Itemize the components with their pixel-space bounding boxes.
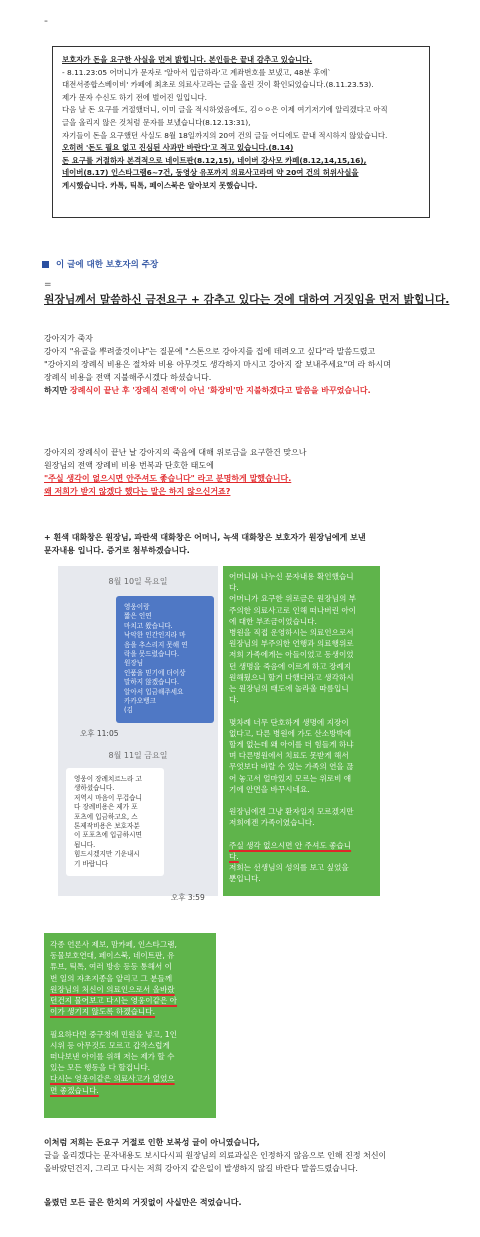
message-line: [50, 1017, 210, 1028]
message-line: 어 놓고서 얼마있지 모르는 위로비 얘: [229, 773, 352, 783]
paragraph-3: [44, 531, 366, 557]
bubble-line: 힘드시겠지만 기운내시: [74, 850, 140, 859]
underlined-message-line: 이가 생기지 않도록 하겠습니다.: [50, 1007, 156, 1017]
bubble-line: 톤제작비용은 보호자분: [74, 822, 140, 831]
underlined-message-line: 다.: [229, 852, 239, 862]
bubble-line: 기 바랍니다: [74, 859, 108, 868]
message-line: 떠나보낸 아이를 위해 저는 제가 할 수: [50, 1052, 175, 1062]
text-line: 이처럼 저희는 돈요구 거절로 인한 보복성 글이 아니였습니다,: [44, 1138, 260, 1147]
bubble-line: (김: [124, 706, 133, 715]
bubble-line: 생하셨습니다.: [74, 784, 115, 793]
message-line: 원장님에겐 그냥 환자일지 모르겠지만: [229, 807, 354, 817]
notice-line: 다음 날 돈 요구를 거절했더니, 이미 글을 적시하였음에도, 김ㅇㅇ은 이제 여기저기에 알리겠다고 아직: [62, 105, 388, 115]
bubble-line: 카카오뱅크: [124, 697, 156, 706]
message-line: 원해뒀으니 할거 다했다라고 생각하시: [229, 672, 354, 682]
closing-statement: 올렸던 모든 글은 한치의 거짓없이 사실만은 적었습니다.: [44, 1198, 242, 1207]
message-line: 어머니와 나누신 문자내용 확인했습니: [229, 572, 354, 581]
bubble-line: 낙악한 인간인지라 마: [124, 631, 186, 640]
bubble-line: 포츠에 입금하고요, 스: [74, 812, 138, 821]
message-line: 에 대한 부조금이었습니다.: [229, 616, 317, 626]
green-message-box: [223, 566, 380, 896]
message-line: 저희 가족에게는 아들이었고 동생이었: [229, 650, 354, 660]
message-line: [229, 829, 374, 840]
bubble-line: 영웅이 장례치르느라 고: [74, 775, 142, 783]
paragraph-1: [44, 332, 391, 397]
text-line: 글을 올리겠다는 문자내용도 보시다시피 원장님의 의료과실은 인정하지 않음으로 인해 진정 처신이: [44, 1151, 387, 1160]
notice-line: 대전서종합스베이비' 카페에 최초로 의료사고라는 글을 올린 것이 확인되었습니다.(8.11.23.53).: [62, 80, 374, 90]
text-line: [44, 384, 391, 397]
section-title-text: 이 글에 대한 보호자의 주장: [56, 260, 159, 270]
chat-time: 오후 11:05: [80, 729, 119, 738]
message-line: 며 다른병원에서 치료도 못받게 해서: [229, 751, 349, 761]
message-line: 뿐입니다.: [229, 874, 261, 884]
message-line: 시위 등 아무것도 모르고 갑작스럽게: [50, 1040, 170, 1050]
underlined-message-line: 원장님의 처신이 의료인으로서 올바랐: [50, 984, 175, 994]
highlight-line: 왜 저희가 받지 않겠다 했다는 말은 하지 않으신거죠?: [44, 487, 231, 496]
headline: 원장님께서 말씀하신 금전요구 + 감추고 있다는 것에 대하여 거짓임을 먼저 밝힙니다.: [44, 293, 450, 306]
bubble-line: 영웅이랑: [124, 603, 150, 611]
closing-paragraph: [44, 1136, 386, 1175]
bubble-line: 짧은 인연: [124, 612, 152, 621]
message-line: 저희에겐 가족이였습니다.: [229, 818, 315, 828]
chat-date: 8월 10일 목요일: [108, 577, 168, 586]
message-line: 번 일의 자초지종을 알리고 그 분들께: [50, 973, 173, 983]
bubble-line: 말하지 않겠습니다.: [124, 678, 180, 687]
bubble-line: 알아서 입금해주세요: [124, 687, 184, 696]
message-line: 어머니가 요구한 위로금은 원장님의 부: [229, 594, 357, 604]
message-line: 없다고, 다른 병원에 가도 산소방박에: [229, 728, 352, 738]
bubble-line: 락을 못드렸습니다.: [124, 650, 180, 659]
text-line: 강아지 "유골을 뿌려줄것이냐"는 질문에 "스톤으로 강아지를 집에 데려오고 싶다"라 말씀드렸고: [44, 347, 376, 356]
top-dash: -: [44, 14, 48, 27]
highlight-text: 장례식이 끝난 후 '장례식 전액'이 아닌 '화장비'만 지불하겠다고 말씀을 바꾸었습니다.: [69, 386, 371, 395]
underlined-message-line: 다시는 영웅이같은 의료사고가 없었으: [50, 1074, 175, 1084]
equals-mark: =: [44, 280, 52, 290]
chat-date: 8월 11일 금요일: [108, 751, 168, 760]
notice-box: [52, 46, 430, 218]
bubble-line: 됩니다.: [74, 840, 96, 849]
bubble-line: 마치고 왔습니다.: [124, 621, 173, 630]
message-line: 는 원장님의 태도에 놀라울 따름입니: [229, 684, 349, 694]
message-line: 저희는 선생님의 성의를 보고 싶었을: [229, 863, 349, 873]
text-line: 강아지의 장례식이 끝난 날 강아지의 죽음에 대해 위로금을 요구한건 맞으나: [44, 448, 307, 457]
bubble-line: 원장님: [124, 659, 144, 668]
text-prefix: 하지만: [44, 386, 70, 395]
notice-line: 자기들이 돈을 요구했던 사실도 8월 18일까지의 20여 건의 글들 어디에도 끝내 적시하지 않았습니다.: [62, 130, 388, 140]
text-line: 문자내용 입니다. 증거로 첨부하겠습니다.: [44, 546, 190, 555]
message-line: 몇차례 너무 단호하게 생명에 지장이: [229, 717, 349, 727]
message-line: 할게 없는데 왜 아이를 더 힘들게 하냐: [229, 740, 354, 750]
message-line: 다.: [229, 695, 239, 705]
notice-line: 네이버(8.17) 인스타그램6~7건, 동영상 유포까지 의료사고라며 약 20여 건의 허위사실을: [62, 168, 359, 178]
underlined-message-line: 주실 생각 없으시면 안 주셔도 좋습니: [229, 840, 352, 850]
text-line: 장례식 비용을 전액 지불해주시겠다 하셨습니다.: [44, 373, 212, 382]
chat-time: 오후 3:59: [171, 893, 205, 902]
message-line: 동물보호연대, 페이스북, 네이트판, 유: [50, 951, 175, 961]
text-line: 강아지가 죽자: [44, 334, 93, 343]
message-line: 기에 안면을 바꾸시네요.: [229, 784, 310, 794]
message-line: 다.: [229, 583, 239, 593]
bubble-line: 음을 추스리지 못해 연: [124, 640, 188, 649]
notice-line: 오히려 '돈도 필요 없고 진심된 사과만 바란다'고 적고 있습니다.(8.14): [62, 143, 294, 153]
message-line: 있는 모든 행동을 다 할겁니다.: [50, 1063, 151, 1073]
message-line: 각종 언론사 제보, 맘카페, 인스타그램,: [50, 940, 177, 949]
text-line: 올바랐던건지, 그리고 다시는 저희 강아지 같은일이 발생하지 않길 바란다 말씀드렸습니다.: [44, 1164, 358, 1173]
notice-line: 제가 문자 수신도 하기 전에 벌어진 일입니다.: [62, 92, 207, 102]
message-line: [229, 705, 374, 716]
notice-line: 게시했습니다. 카톡, 틱톡, 페이스북은 알아보지 못했습니다.: [62, 180, 258, 190]
chat-screenshot: [58, 566, 218, 902]
message-line: 병원을 직접 운영하시는 의료인으로서: [229, 628, 354, 638]
paragraph-2: [44, 446, 306, 498]
message-line: [229, 795, 374, 806]
bubble-line: 다 장례비용은 제가 포: [74, 803, 138, 812]
text-line: "강아지의 장례식 비용은 절차와 비용 아무것도 생각하지 마시고 강아지 잘 보내주세요"며 라 하시며: [44, 360, 391, 369]
underlined-message-line: 면 좋겠습니다.: [50, 1085, 99, 1095]
message-line: 주의한 의료사고로 인해 떠나버린 아이: [229, 605, 357, 615]
text-line: + 흰색 대화창은 원장님, 파란색 대화창은 어머니, 녹색 대화창은 보호자가 원장님에게 보낸: [44, 533, 366, 542]
message-line: 던 생명을 죽음에 이르게 하고 장례지: [229, 661, 352, 671]
blue-chat-bubble: [116, 596, 214, 723]
message-line: 원장님의 부주의한 언행과 의료행위로: [229, 639, 354, 649]
white-chat-bubble: [66, 768, 164, 876]
notice-line: - 8.11.23:05 어머니가 문자로 '알아서 입금하라'고 계좌번호를 보냈고, 48분 후에`: [62, 67, 332, 77]
message-line: 튜브, 틱톡, 여러 방송 등등 통해서 이: [50, 962, 173, 972]
underlined-message-line: 던건지 물어보고 다시는 영웅이같은 아: [50, 996, 178, 1006]
notice-line: 돈 요구를 거절하자 본격적으로 네이트판(8.12,15), 네이버 강사모 카페(8.12,14,15,16),: [62, 155, 367, 165]
square-bullet-icon: [42, 261, 49, 268]
text-line: 원장님의 전액 장례비 비용 번복과 단호한 태도에: [44, 461, 214, 470]
bubble-line: 인품을 믿기에 더이상: [124, 668, 186, 677]
message-line: 무엇보다 바랄 수 있는 가족의 연을 끊: [229, 762, 354, 772]
section-title: [42, 258, 158, 270]
green-message-box: [44, 933, 216, 1118]
notice-line: 글을 올리지 않은 것처럼 문자를 보냈습니다(8.12.13:31),: [62, 117, 251, 127]
message-line: 필요하다면 중구청에 민원을 넣고, 1인: [50, 1029, 177, 1039]
highlight-line: "주실 생각이 없으시면 안주셔도 좋습니다" 라고 분명하게 말했습니다.: [44, 474, 292, 483]
notice-line: 보호자가 돈을 요구한 사실을 먼저 밝힙니다. 본인들은 끝내 감추고 있습니다.: [62, 55, 313, 64]
bubble-line: 저역시 마음이 무겁습니: [74, 793, 142, 802]
bubble-line: 이 포포츠에 입금하시면: [74, 831, 142, 840]
